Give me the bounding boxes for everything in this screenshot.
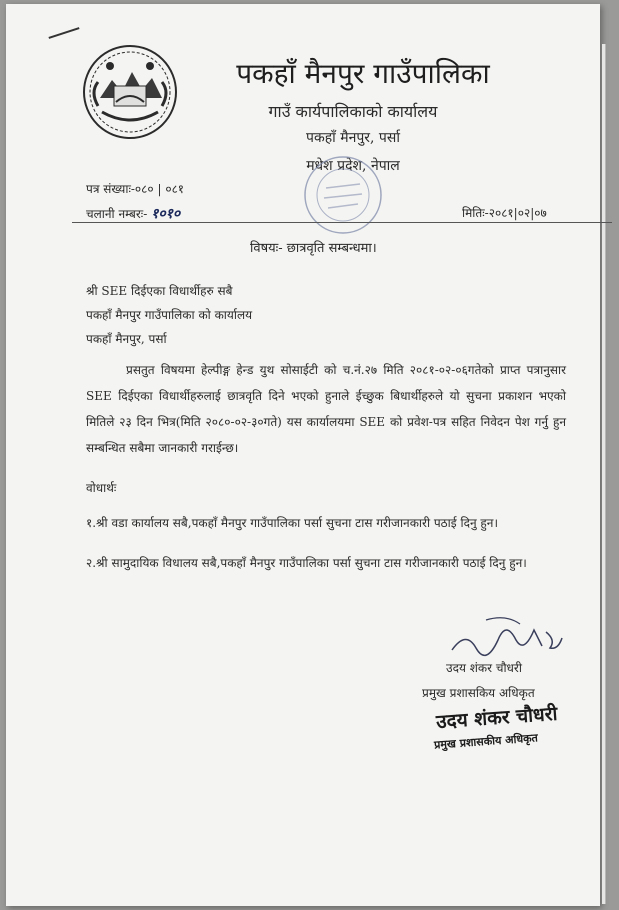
- cc-label: वोधार्थः: [86, 481, 117, 495]
- pen-mark: [48, 27, 79, 39]
- office-name: गाउँ कार्यपालिकाको कार्यालय: [268, 102, 438, 121]
- municipality-title: पकहाँ मैनपुर गाउँपालिका: [236, 57, 490, 90]
- reference-number: पत्र संख्याः-०८० | ०८१: [86, 182, 185, 196]
- dispatch-number: [86, 204, 180, 223]
- addressee-line: श्री SEE दिईएका विधार्थीहरु सबै: [86, 284, 233, 298]
- cc-item: १.श्री वडा कार्यालय सबै,पकहाँ मैनपुर गाउँपालिका पर्सा सुचना टास गरीजानकारी पठाई दिनु हुन।: [86, 516, 499, 530]
- dispatch-value: १०१०: [151, 206, 181, 222]
- province-name: मधेश प्रदेश, नेपाल: [306, 158, 400, 174]
- stamped-signatory-name: उदय शंकर चौधरी: [435, 702, 559, 734]
- dispatch-label: चलानी नम्बरः-: [86, 207, 148, 221]
- letter-body: प्रसतुत विषयमा हेल्पीङ्ग हेन्ड युथ सोसाईटी को च.नं.२७ मिति २०८१-०२-०६गतेको प्राप्त पत्रानुसार SEE दिईएका विधार्थीहरुलाई छात्रवृति दिने भएको हुनाले ईच्छुक बिधार्थीहरुले यो सुचना प्रकाशन भएको मितिले २३ दिन भित्र(मिति २०८०-०२-३०गते) यस कार्यालयमा SEE को प्रवेश-पत्र सहित निवेदन पेश गर्नु हुन सम्बन्धित सबैमा जानकारी गराईन्छ।: [86, 363, 566, 455]
- letter-subject: विषयः- छात्रवृति सम्बन्धमा।: [250, 241, 377, 256]
- header-divider: [72, 222, 612, 223]
- addressee-line: पकहाँ मैनपुर, पर्सा: [86, 332, 167, 346]
- signatory-title: प्रमुख प्रशासकिय अधिकृत: [422, 686, 535, 700]
- letter-sheet: [6, 4, 600, 906]
- cc-item: २.श्री सामुदायिक विधालय सबै,पकहाँ मैनपुर गाउँपालिका पर्सा सुचना टास गरीजानकारी पठाई दिनु हुन।: [86, 556, 527, 570]
- office-seal-icon: [302, 154, 384, 236]
- stamped-signatory-title: प्रमुख प्रशासकीय अधिकृत: [433, 731, 539, 752]
- letter-date: मितिः-२०८१|०२|०७: [462, 206, 547, 220]
- office-location: पकहाँ मैनपुर, पर्सा: [306, 130, 400, 146]
- addressee-line: पकहाँ मैनपुर गाउँपालिका को कार्यालय: [86, 308, 253, 322]
- signatory-name: उदय शंकर चौधरी: [446, 661, 522, 675]
